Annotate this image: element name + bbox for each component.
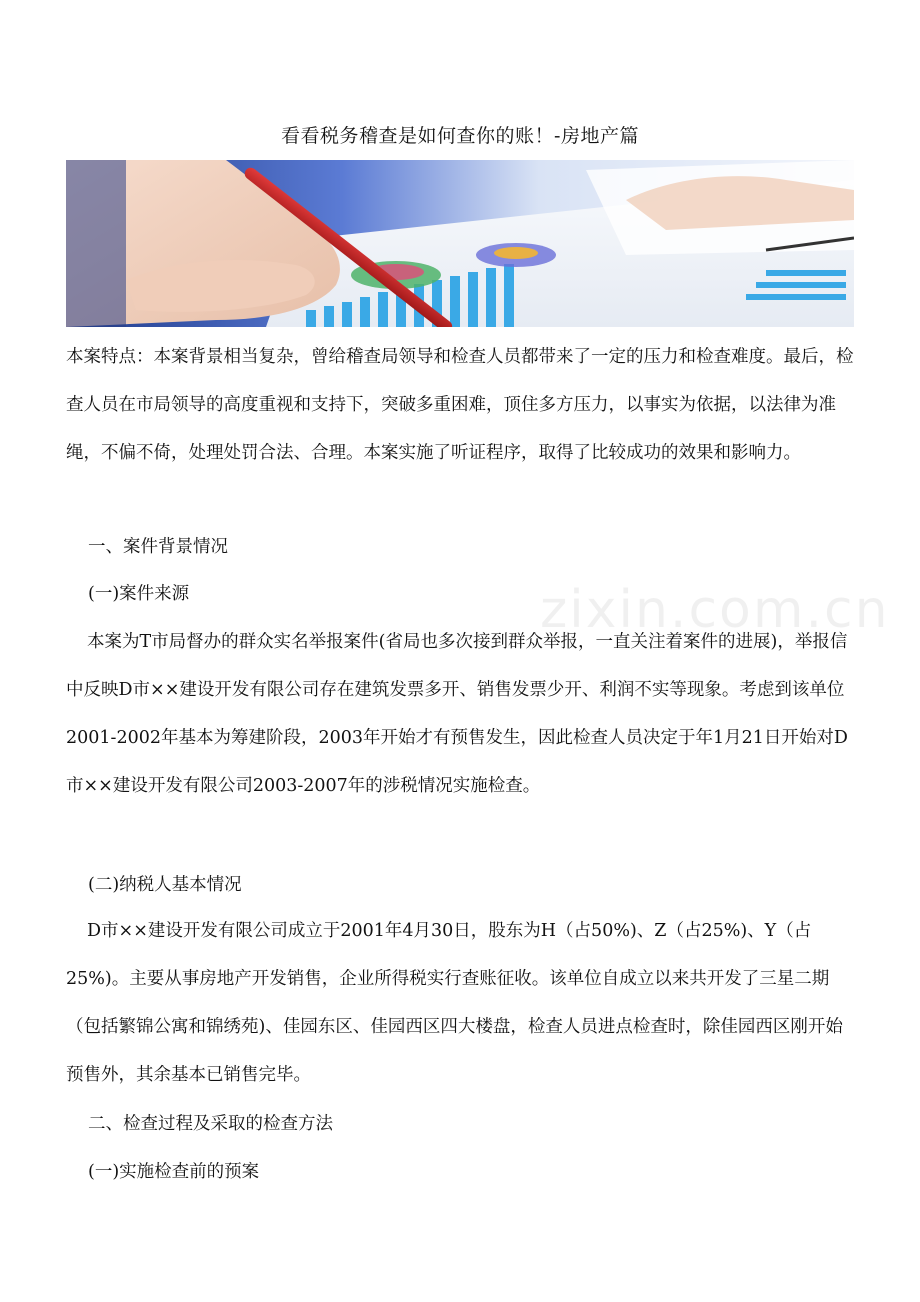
section-heading-2: 二、检查过程及采取的检查方法 <box>88 1114 333 1134</box>
subsection-heading-1-1: (一)案件来源 <box>88 584 190 604</box>
taxpayer-info-paragraph: D市××建设开发有限公司成立于2001年4月30日，股东为H（占50%)、Z（占25%)、Y（占25%)。主要从事房地产开发销售，企业所得税实行查账征收。该单位自成立以来共开发了三星二期（包括繁锦公寓和锦绣苑)、佳园东区、佳园西区四大楼盘，检查人员进点检查时，除佳园西区刚开始预售外，其余基本已销售完毕。 <box>66 921 843 1085</box>
page-title: 看看税务稽查是如何查你的账！-房地产篇 <box>281 125 639 147</box>
section-heading-1: 一、案件背景情况 <box>88 537 228 557</box>
hero-image <box>66 160 854 327</box>
subsection-heading-1-2: (二)纳税人基本情况 <box>88 875 242 895</box>
watermark: zixin.com.cn <box>540 580 890 640</box>
subsection-heading-2-1: (一)实施检查前的预案 <box>88 1162 260 1182</box>
intro-paragraph: 本案特点：本案背景相当复杂，曾给稽查局领导和检查人员都带来了一定的压力和检查难度。最后，检查人员在市局领导的高度重视和支持下，突破多重困难，顶住多方压力，以事实为依据，以法律为准绳，不偏不倚，处理处罚合法、合理。本案实施了听证程序，取得了比较成功的效果和影响力。 <box>66 347 854 463</box>
case-source-paragraph: 本案为T市局督办的群众实名举报案件(省局也多次接到群众举报，一直关注着案件的进展)，举报信中反映D市××建设开发有限公司存在建筑发票多开、销售发票少开、利润不实等现象。考虑到该单位2001-2002年基本为筹建阶段，2003年开始才有预售发生，因此检查人员决定于年1月21日开始对D市××建设开发有限公司2003-2007年的涉税情况实施检查。 <box>66 632 848 796</box>
